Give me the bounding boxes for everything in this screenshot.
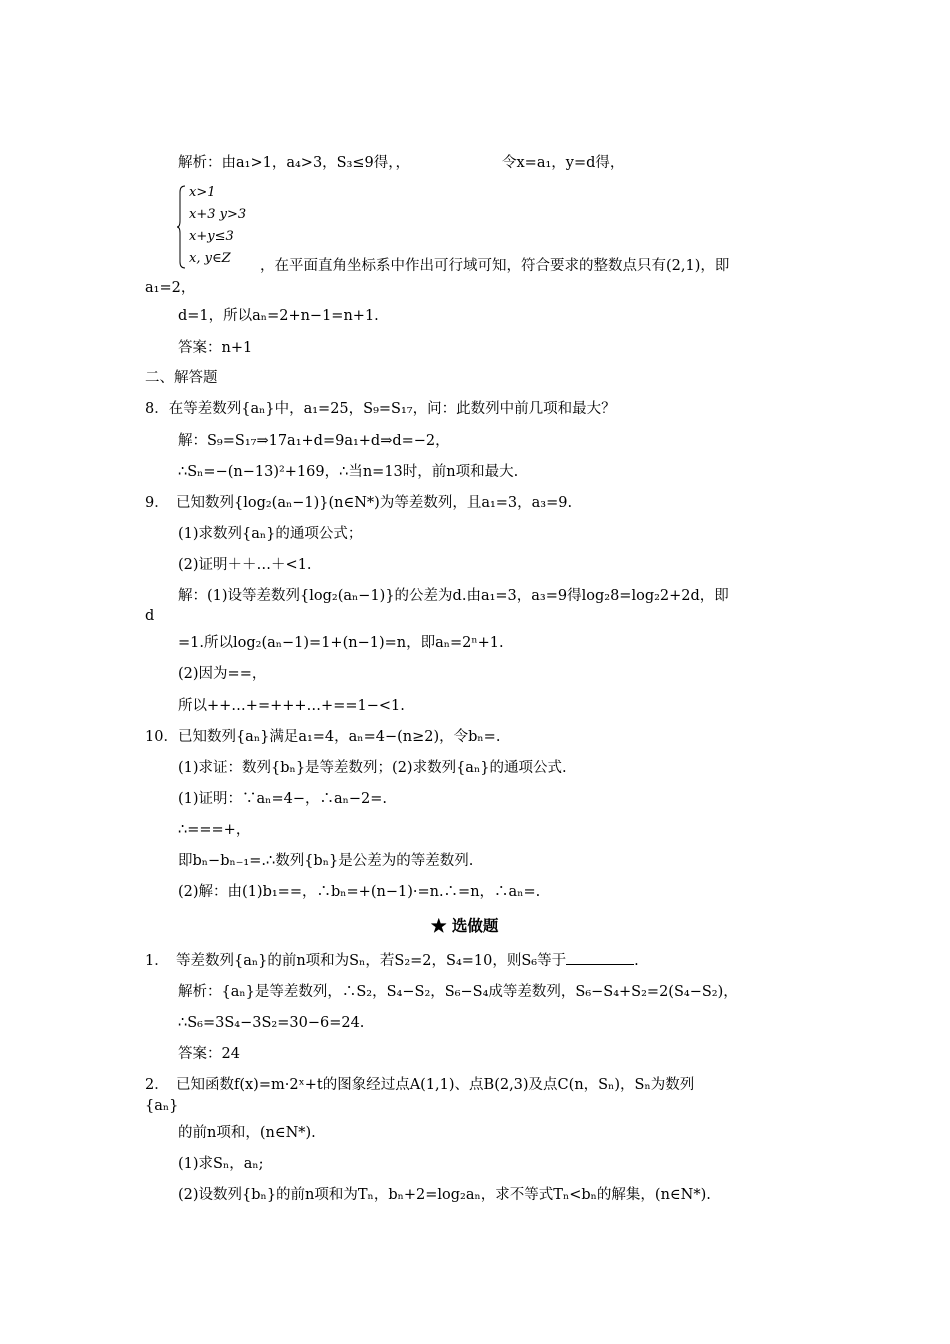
problem-10-solution: (2)解：由(1)b₁==，∴bₙ=+(n−1)·=n.∴=n，∴aₙ=. [178,884,541,900]
optional-problem-1-answer: 答案：24 [178,1046,240,1062]
problem-9-solution-2: =1.所以log₂(aₙ−1)=1+(n−1)=n，即aₙ=2ⁿ+1. [178,635,504,651]
problem-9: 9． 已知数列{log₂(aₙ−1)}(n∈N*)为等差数列，且a₁=3，a₃=9. [145,495,573,511]
optional-problem-2-line-2: 的前n项和，(n∈N*). [178,1125,316,1141]
left-brace-icon [176,184,186,270]
problem-9-part-2: (2)证明＋＋…＋<1. [178,557,312,573]
problem-8-solution-1: 解：S₉=S₁₇⇒17a₁+d=9a₁+d⇒d=−2， [178,433,450,449]
section-heading-2: 二、解答题 [145,370,218,386]
inequality-row-3: x+y≤3 [189,229,234,244]
optional-section-heading: ★ 选做题 [431,916,499,935]
problem-10-proof-3: 即bₙ−bₙ₋₁=.∴数列{bₙ}是公差为的等差数列. [178,853,474,869]
inequality-row-1: x>1 [189,185,216,200]
optional-problem-1-end: . [634,953,639,969]
problem-10-proof-2: ∴===+， [178,822,251,838]
optional-problem-1-text: 1． 等差数列{aₙ}的前n项和为Sₙ，若S₂=2，S₄=10，则S₆等于 [145,953,567,969]
problem-9-solution-1: 解：(1)设等差数列{log₂(aₙ−1)}的公差为d.由a₁=3，a₃=9得log₂8=log₂2+2d，即 [178,588,729,604]
problem-9-solution-3: (2)因为==， [178,666,267,682]
problem-9-solution-4: 所以++…+=+++…+==1−<1. [178,698,405,714]
problem-10: 10．已知数列{aₙ}满足a₁=4，aₙ=4−(n≥2)，令bₙ=. [145,729,501,745]
optional-problem-1-analysis-2: ∴S₆=3S₄−3S₂=30−6=24. [178,1015,365,1031]
problem-9-part-1: (1)求数列{aₙ}的通项公式； [178,526,363,542]
optional-problem-2-part-1: (1)求Sₙ，aₙ; [178,1156,264,1172]
answer-blank [566,950,634,965]
analysis-line-4: d=1，所以aₙ=2+n−1=n+1. [178,308,379,324]
analysis-line-1b: 令x=a₁，y=d得， [502,155,625,171]
answer-line-7: 答案：n+1 [178,340,253,356]
optional-problem-1-analysis-1: 解析：{aₙ}是等差数列，∴S₂，S₄−S₂，S₆−S₄成等差数列，S₆−S₄+S₂=2(S₄−S₂)， [178,984,738,1000]
inequality-system [176,184,266,270]
optional-problem-2-part-2: (2)设数列{bₙ}的前n项和为Tₙ，bₙ+2=log₂aₙ，求不等式Tₙ<bₙ的解集，(n∈N*). [178,1187,711,1203]
inequality-row-2: x+3 y>3 [189,207,247,222]
optional-problem-2: 2． 已知函数f(x)=m·2ˣ+t的图象经过点A(1,1)、点B(2,3)及点C(n，Sₙ)，Sₙ为数列 [145,1077,695,1093]
optional-problem-2-wrap: {aₙ} [145,1098,179,1114]
optional-problem-1 [145,950,639,971]
problem-8-solution-2: ∴Sₙ=−(n−13)²+169，∴当n=13时，前n项和最大. [178,464,519,480]
problem-9-solution-1-wrap: d [145,608,155,624]
analysis-line-1a: 解析：由a₁>1，a₄>3，S₃≤9得，， [178,155,411,171]
inequality-row-4: x, y∈Z [189,251,231,266]
analysis-line-3: a₁=2， [145,280,196,296]
problem-10-proof-1: (1)证明：∵aₙ=4−，∴aₙ−2=. [178,791,388,807]
analysis-line-2: ，在平面直角坐标系中作出可行域可知，符合要求的整数点只有(2,1)，即 [260,258,730,274]
problem-10-parts: (1)求证：数列{bₙ}是等差数列；(2)求数列{aₙ}的通项公式. [178,760,567,776]
problem-8: 8．在等差数列{aₙ}中，a₁=25，S₉=S₁₇，问：此数列中前几项和最大？ [145,401,616,417]
